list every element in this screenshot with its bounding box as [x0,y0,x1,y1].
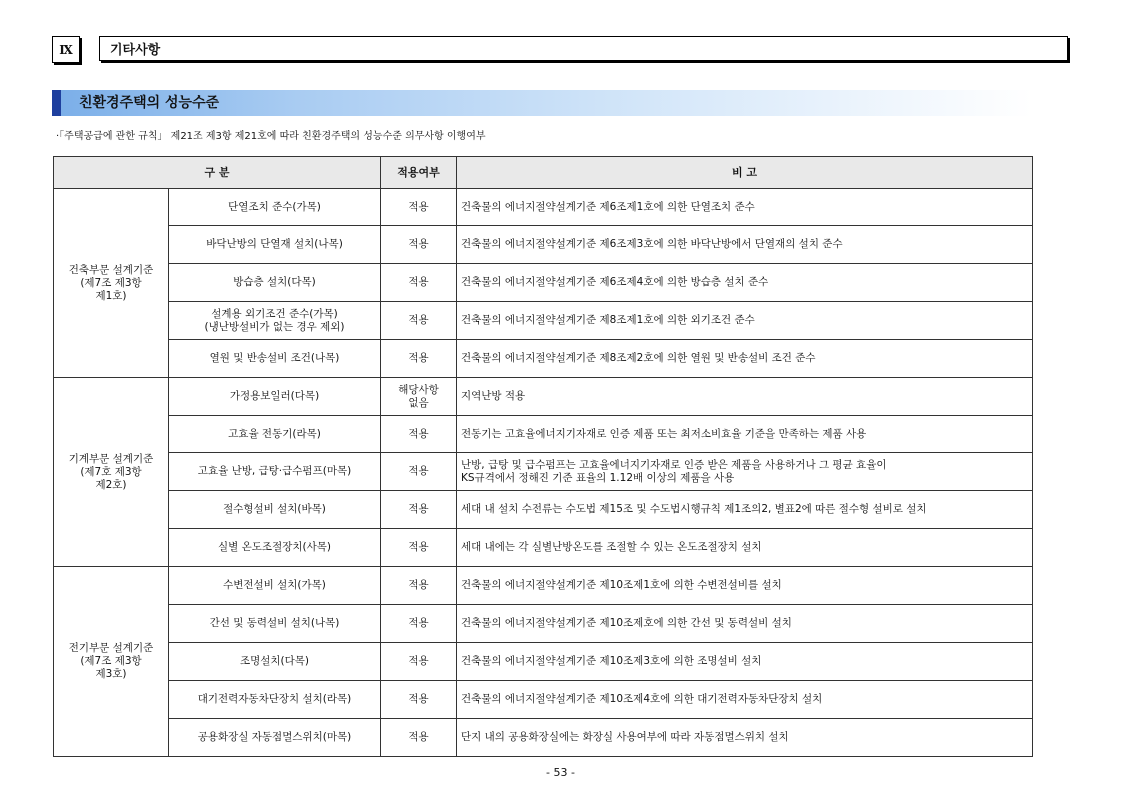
page-number: - 53 - [546,766,575,779]
item-name: 공용화장실 자동점멸스위치(마목) [169,719,381,757]
table-row [54,643,1033,681]
header-applied: 적용여부 [381,157,457,189]
remark-text: 건축물의 에너지절약설계기준 제6조제4호에 의한 방습층 설치 준수 [457,264,1033,302]
table-row [54,189,1033,226]
applied-status: 적용 [381,340,457,378]
remark-text: 건축물의 에너지절약설계기준 제8조제2호에 의한 열원 및 반송설비 조건 준수 [457,340,1033,378]
table-row [54,605,1033,643]
section-accent-bar [52,90,61,116]
item-name: 열원 및 반송설비 조건(나목) [169,340,381,378]
applied-status: 적용 [381,491,457,529]
applied-status: 해당사항 없음 [381,378,457,416]
item-name: 대기전력자동차단장치 설치(라목) [169,681,381,719]
remark-text: 세대 내 설치 수전류는 수도법 제15조 및 수도법시행규칙 제1조의2, 별표2에 따른 절수형 설비로 설치 [457,491,1033,529]
item-name: 수변전설비 설치(가목) [169,567,381,605]
group-label: 전기부문 설계기준 (제7조 제3항 제3호) [54,567,169,757]
applied-status: 적용 [381,264,457,302]
table-row [54,567,1033,605]
applied-status: 적용 [381,567,457,605]
remark-text: 건축물의 에너지절약설계기준 제10조제호에 의한 간선 및 동력설비 설치 [457,605,1033,643]
table-row [54,491,1033,529]
table-row [54,453,1033,491]
table-row [54,378,1033,416]
chapter-title: 기타사항 [99,36,1068,61]
applied-status: 적용 [381,302,457,340]
table-row [54,681,1033,719]
item-name: 조명설치(다목) [169,643,381,681]
table-header-row [54,157,1033,189]
table-row [54,416,1033,453]
applied-status: 적용 [381,226,457,264]
group-label: 건축부문 설계기준 (제7조 제3항 제1호) [54,189,169,378]
applied-status: 적용 [381,681,457,719]
remark-text: 전동기는 고효율에너지기자재로 인증 제품 또는 최저소비효율 기준을 만족하는 제품 사용 [457,416,1033,453]
applied-status: 적용 [381,189,457,226]
applied-status: 적용 [381,719,457,757]
section-header [52,90,1032,116]
applied-status: 적용 [381,453,457,491]
performance-table [53,156,1033,757]
item-name: 방습층 설치(다목) [169,264,381,302]
table-row [54,529,1033,567]
applied-status: 적용 [381,605,457,643]
remark-text: 단지 내의 공용화장실에는 화장실 사용여부에 따라 자동점멸스위치 설치 [457,719,1033,757]
table-row [54,226,1033,264]
remark-text: 건축물의 에너지절약설계기준 제8조제1호에 의한 외기조건 준수 [457,302,1033,340]
remark-text: 건축물의 에너지절약설계기준 제6조제1호에 의한 단열조치 준수 [457,189,1033,226]
table-row [54,719,1033,757]
item-name: 단열조치 준수(가목) [169,189,381,226]
section-title: 친환경주택의 성능수준 [79,95,220,111]
regulation-note: ·「주택공급에 관한 규칙」 제21조 제3항 제21호에 따라 친환경주택의 성능수준 의무사항 이행여부 [56,131,486,142]
item-name: 설계용 외기조건 준수(가목) (냉난방설비가 없는 경우 제외) [169,302,381,340]
applied-status: 적용 [381,416,457,453]
item-name: 고효율 전동기(라목) [169,416,381,453]
item-name: 절수형설비 설치(바목) [169,491,381,529]
remark-text: 지역난방 적용 [457,378,1033,416]
remark-text: 건축물의 에너지절약설계기준 제10조제4호에 의한 대기전력자동차단장치 설치 [457,681,1033,719]
item-name: 고효율 난방, 급탕·급수펌프(마목) [169,453,381,491]
header-remark: 비 고 [457,157,1033,189]
chapter-header [52,36,1071,63]
item-name: 가정용보일러(다목) [169,378,381,416]
chapter-number: Ⅸ [52,36,80,63]
remark-text: 난방, 급탕 및 급수펌프는 고효율에너지기자재로 인증 받은 제품을 사용하거나 그 평균 효율이 KS규격에서 정해진 기준 표율의 1.12배 이상의 제품을 사용 [457,453,1033,491]
applied-status: 적용 [381,529,457,567]
remark-text: 건축물의 에너지절약설계기준 제10조제1호에 의한 수변전설비를 설치 [457,567,1033,605]
item-name: 실별 온도조절장치(사목) [169,529,381,567]
table-row [54,264,1033,302]
remark-text: 건축물의 에너지절약설계기준 제6조제3호에 의한 바닥난방에서 단열재의 설치 준수 [457,226,1033,264]
remark-text: 건축물의 에너지절약설계기준 제10조제3호에 의한 조명설비 설치 [457,643,1033,681]
table-body [54,189,1033,757]
item-name: 간선 및 동력설비 설치(나목) [169,605,381,643]
table-row [54,340,1033,378]
header-category: 구 분 [54,157,381,189]
applied-status: 적용 [381,643,457,681]
group-label: 기계부문 설계기준 (제7호 제3항 제2호) [54,378,169,567]
item-name: 바닥난방의 단열재 설치(나목) [169,226,381,264]
table-row [54,302,1033,340]
remark-text: 세대 내에는 각 실별난방온도를 조절할 수 있는 온도조절장치 설치 [457,529,1033,567]
